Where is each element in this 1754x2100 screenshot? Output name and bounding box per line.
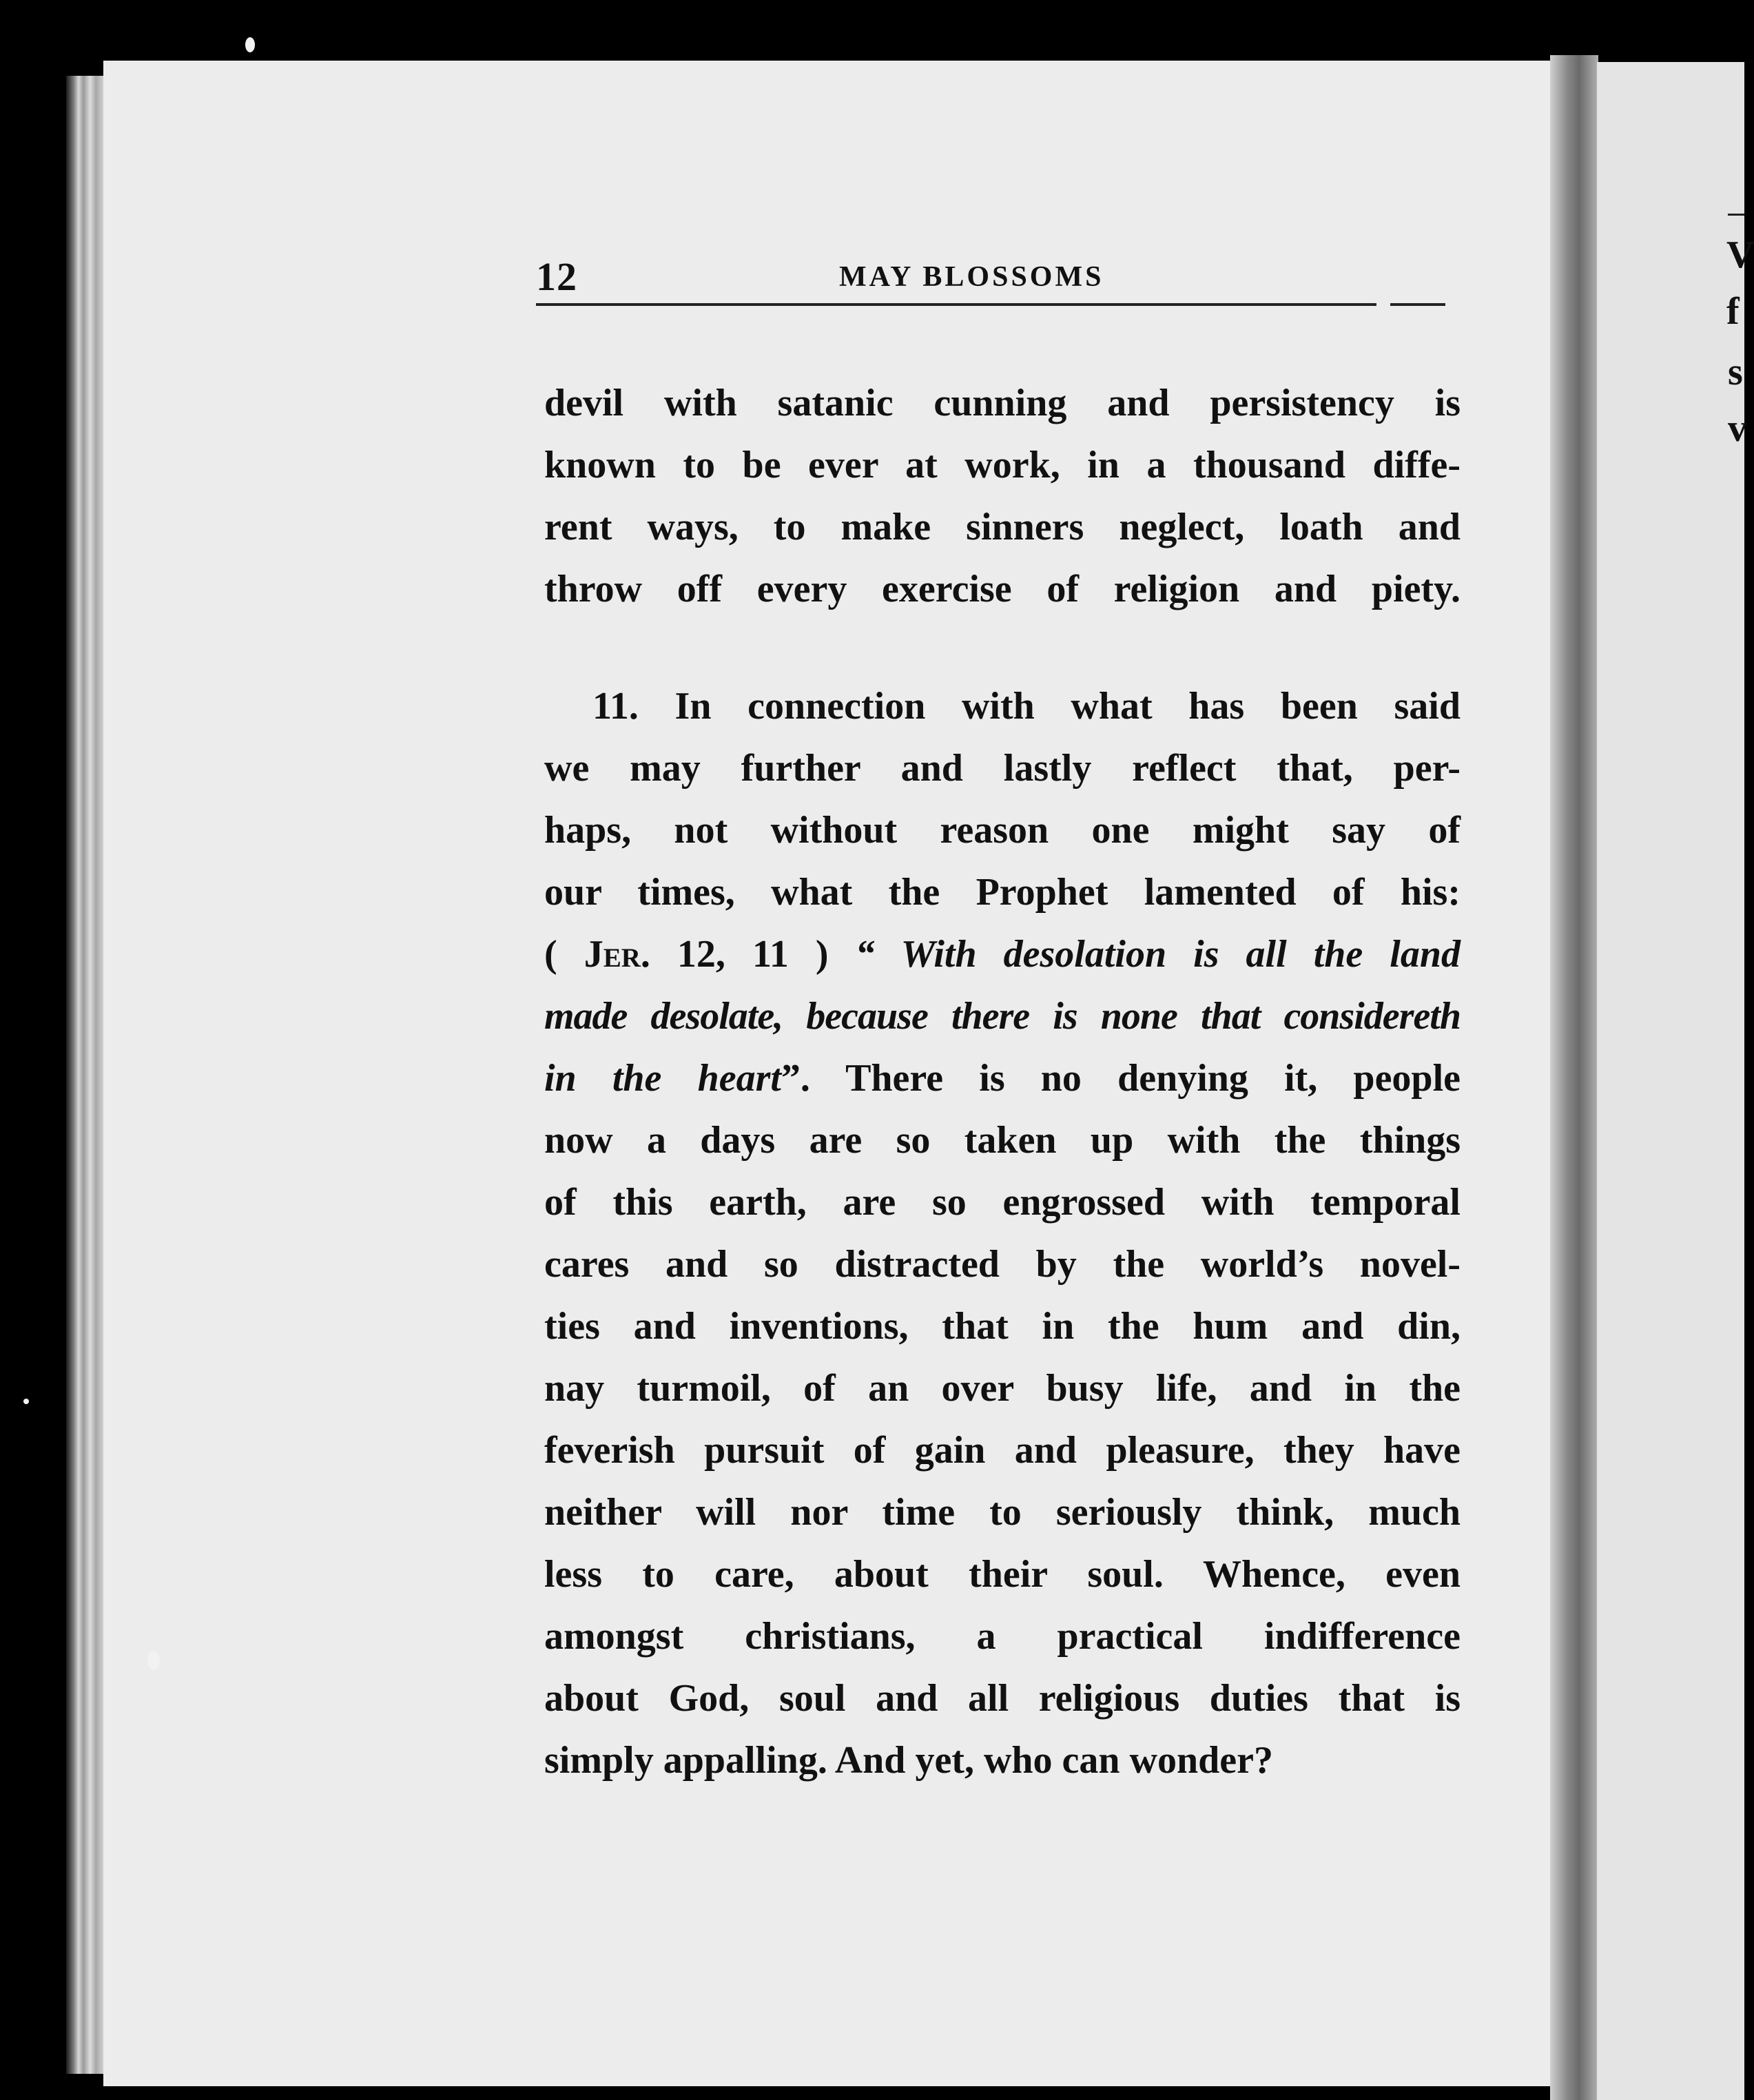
running-title: MAY BLOSSOMS xyxy=(839,261,1104,293)
text-line: cares and so distracted by the world’s novel- xyxy=(544,1243,1461,1286)
text-line: of this earth, are so engrossed with temporal xyxy=(544,1181,1461,1224)
text-line xyxy=(544,1047,1461,1109)
text-line: throw off every exercise of religion and piety. xyxy=(544,568,1461,610)
text-line: ties and inventions, that in the hum and din, xyxy=(544,1305,1461,1348)
text-line: rent ways, to make sinners neglect, loath and xyxy=(544,506,1461,548)
text-line: less to care, about their soul. Whence, even xyxy=(544,1553,1461,1596)
text-line: we may further and lastly reflect that, per- xyxy=(544,747,1461,790)
page-body xyxy=(544,372,1461,1791)
facing-page-glyph: s xyxy=(1728,351,1743,393)
text-line: nay turmoil, of an over busy life, and in the xyxy=(544,1367,1461,1410)
text-line: now a days are so taken up with the things xyxy=(544,1119,1461,1162)
page-number: 12 xyxy=(536,254,577,299)
paragraph-gap xyxy=(544,620,1461,675)
scan-speck xyxy=(245,37,255,52)
text-line: simply appalling. And yet, who can wonder? xyxy=(544,1739,1273,1782)
text-line: amongst christians, a practical indifference xyxy=(544,1615,1461,1658)
facing-page-rule xyxy=(1728,214,1744,216)
text-line: 11. In connection with what has been said xyxy=(592,685,1461,728)
text-line xyxy=(544,923,1461,985)
text-line: neither will nor time to seriously think, much xyxy=(544,1491,1461,1534)
scripture-quote-end: in the heart xyxy=(544,1057,781,1100)
facing-page-glyph: v xyxy=(1728,407,1747,450)
header-rule-tail xyxy=(1390,303,1445,306)
page-header xyxy=(536,254,1445,309)
facing-page-glyph: V xyxy=(1726,234,1754,276)
text-line: made desolate, because there is none that considereth xyxy=(544,995,1461,1038)
paragraph-2 xyxy=(544,675,1461,1791)
scan-speck xyxy=(23,1399,29,1404)
text-line: about God, soul and all religious duties that is xyxy=(544,1677,1461,1720)
text-fragment: ”. There is no denying it, people xyxy=(781,1057,1461,1100)
page-edge-stack xyxy=(66,76,107,2074)
text-line: devil with satanic cunning and persistency is xyxy=(544,382,1461,424)
facing-page-glyph: f xyxy=(1726,290,1740,333)
header-rule xyxy=(536,303,1376,306)
scripture-reference: ( Jer. 12, 11 ) xyxy=(544,933,829,976)
text-line: known to be ever at work, in a thousand diffe- xyxy=(544,444,1461,486)
book-gutter xyxy=(1550,55,1598,2100)
text-line: haps, not without reason one might say of xyxy=(544,809,1461,852)
facing-page xyxy=(1597,62,1754,2100)
text-line: feverish pursuit of gain and pleasure, they have xyxy=(544,1429,1461,1472)
scan-speck xyxy=(147,1651,160,1670)
paragraph-1 xyxy=(544,372,1461,620)
text-line: our times, what the Prophet lamented of his: xyxy=(544,871,1461,914)
scripture-quote: “ With desolation is all the land xyxy=(855,933,1461,976)
